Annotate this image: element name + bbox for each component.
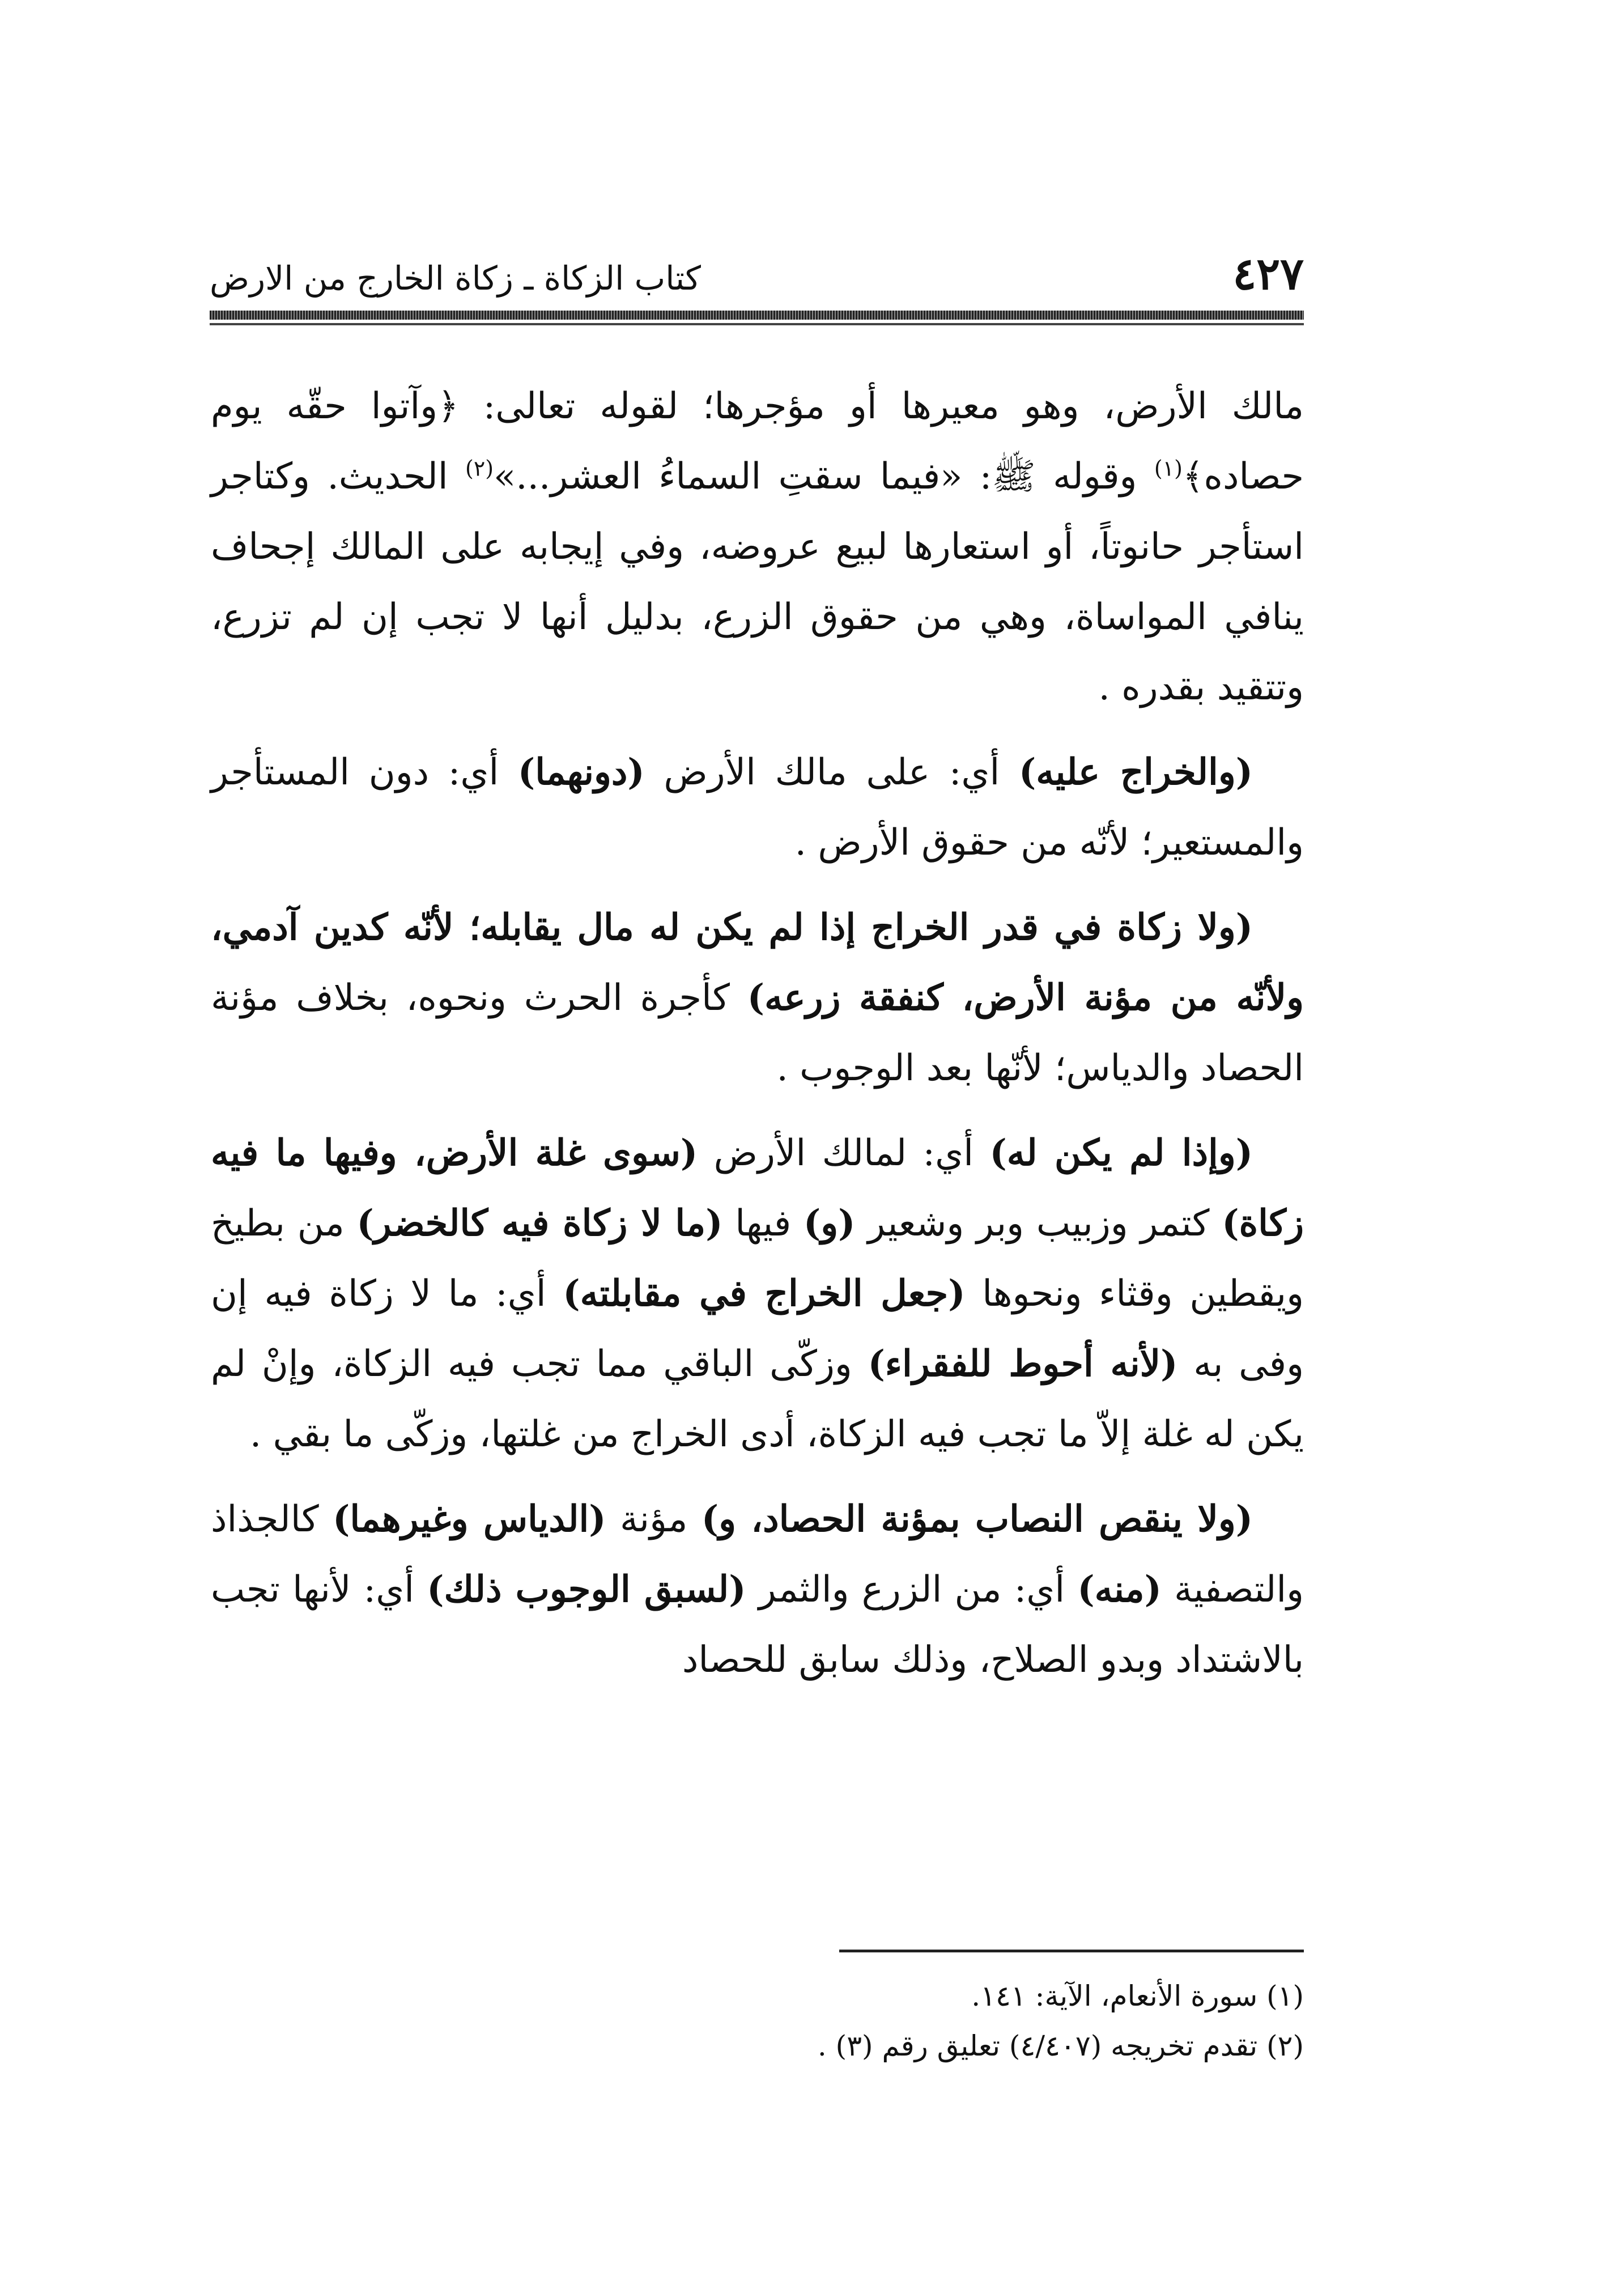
p5-bold4: (لسبق الوجوب ذلك): [427, 1568, 746, 1611]
p3-bold1: (ولا زكاة في قدر الخراج إذا لم يكن له مال يقابله؛ لأنّه كدين آدمي، ولأنّه من مؤنة الأرض، كنفقة زرعه): [211, 906, 1304, 1019]
p1-line2a: يوم حصاده﴾: [211, 385, 1304, 498]
footnote-ref-2[interactable]: (٢): [465, 456, 494, 481]
p4-text5: أي: ما لا زكاة فيه إن وفى به: [211, 1273, 1304, 1385]
p4-text6: وزكّى الباقي مما تجب فيه الزكاة، وإنْ لم يكن له غلة إلاّ ما تجب فيه الزكاة، أدى الخراج من غلتها، وزكّى ما بقي .: [211, 1343, 1304, 1455]
p3-text1: كأجرة الحرث ونحوه، بخلاف مؤنة الحصاد والدياس؛ لأنّها بعد الوجوب .: [211, 977, 1304, 1089]
p5-text4: أي: لأنها تجب بالاشتداد وبدو الصلاح، وذلك سابق للحصاد: [211, 1569, 1304, 1681]
paragraph-4: [211, 1118, 1304, 1470]
main-text: [211, 371, 1304, 1710]
running-title: كتاب الزكاة ـ زكاة الخارج من الارض: [210, 259, 702, 298]
footnotes: [211, 1971, 1304, 2071]
paragraph-2: [211, 737, 1304, 878]
footnote-2: (٢) تقدم تخريجه (٤/٤٠٧) تعليق رقم (٣) .: [817, 2029, 1304, 2062]
p1-line2b: وقوله ﷺ: «فيما سقتِ السماءُ العشر...»: [494, 456, 1154, 498]
p1-line1: مالك الأرض، وهو معيرها أو مؤجرها؛ لقوله تعالى: ﴿وآتوا حقّه: [286, 385, 1304, 427]
p4-text2: كتمر وزبيب وبر وشعير: [855, 1203, 1222, 1245]
p4-text4: من بطيخ ويقطين وقثاء ونحوها: [211, 1203, 1304, 1315]
p5-text1: مؤنة: [606, 1498, 702, 1540]
p4-bold2: (سوى غلة الأرض، وفيها ما فيه زكاة): [211, 1132, 1304, 1245]
paragraph-5: [211, 1484, 1304, 1695]
p5-text2: كالجذاذ والتصفية: [211, 1498, 1304, 1611]
p4-bold3: (و): [803, 1202, 856, 1245]
p4-bold5: (جعل الخراج في مقابلته): [563, 1272, 966, 1315]
p4-bold1: (وإذا لم يكن له): [989, 1132, 1253, 1174]
paragraph-3: [211, 893, 1304, 1103]
p4-text1: أي: لمالك الأرض: [698, 1132, 990, 1174]
p2-bold2: (دونهما): [517, 751, 645, 793]
p4-text3: فيها: [722, 1203, 804, 1245]
p2-text1: أي: على مالك الأرض: [644, 751, 1019, 793]
p1-line3: الحديث. وكتاجر استأجر حانوتاً، أو استعارها لبيع عروضه، وفي إيجابه على المالك إجحاف ينافي المواساة، وهي من حقوق الزرع، بدليل أنها لا تجب إن لم تزرع، وتتقيد بقدره .: [211, 456, 1304, 708]
header-rule: [210, 311, 1304, 320]
footnote-separator: [839, 1950, 1304, 1952]
p2-bold1: (والخراج عليه): [1018, 751, 1253, 793]
p4-bold6: (لأنه أحوط للفقراء): [868, 1343, 1178, 1385]
p2-text2: أي: دون المستأجر والمستعير؛ لأنّه من حقوق الأرض .: [211, 751, 1304, 864]
p4-bold4: (ما لا زكاة فيه كالخضر): [356, 1202, 723, 1245]
footnote-ref-1[interactable]: (١): [1154, 456, 1183, 481]
header-rule-thin: [210, 323, 1304, 325]
p5-bold2: (الدياس وغيرهما): [333, 1498, 606, 1540]
p5-text3: أي: من الزرع والثمر: [746, 1569, 1078, 1611]
page-number: ٤٢٧: [1232, 248, 1304, 300]
paragraph-1: [211, 371, 1304, 723]
footnote-1: (١) سورة الأنعام، الآية: ١٤١.: [971, 1980, 1304, 2012]
p5-bold1: (ولا ينقص النصاب بمؤنة الحصاد، و): [701, 1498, 1253, 1540]
p5-bold3: (منه): [1077, 1568, 1162, 1611]
page-header: [210, 238, 1304, 317]
